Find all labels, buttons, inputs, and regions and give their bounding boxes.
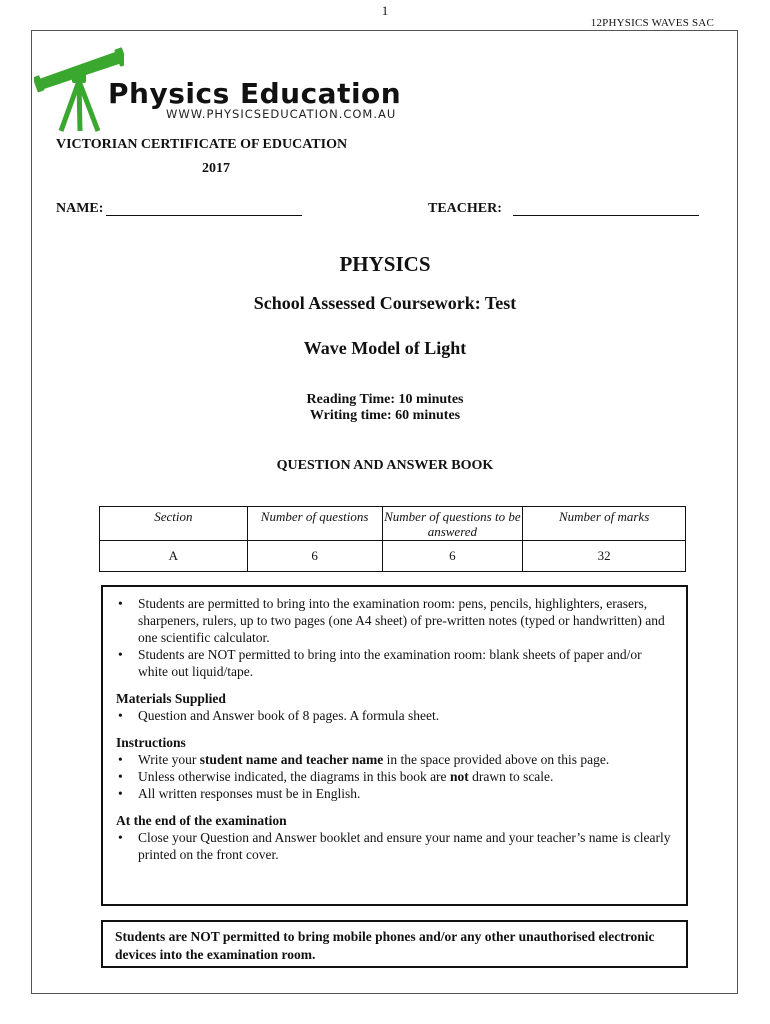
table-header-cell: Number of marks — [523, 507, 686, 541]
list-item — [116, 768, 672, 785]
list-item — [116, 751, 672, 768]
table-header-cell: Number of questions — [247, 507, 382, 541]
list-item-text: All written responses must be in English. — [138, 786, 361, 801]
subject-title: PHYSICS — [339, 252, 431, 276]
text-run: in the space provided above on this page. — [383, 752, 610, 767]
text-run: Unless otherwise indicated, the diagrams in this book are — [138, 769, 450, 784]
list-item — [116, 829, 672, 863]
bullet-icon: • — [118, 596, 123, 611]
table-row — [100, 541, 686, 572]
reading-time: Reading Time: 10 minutes — [306, 392, 464, 407]
name-label: NAME: — [56, 201, 104, 216]
table-cell: A — [100, 541, 248, 572]
bullet-icon: • — [118, 830, 123, 845]
table-header-cell: Section — [100, 507, 248, 541]
text-run: drawn to scale. — [468, 769, 554, 784]
text-bold: not — [449, 769, 469, 784]
permitted-list — [116, 595, 672, 680]
list-item — [116, 595, 672, 646]
topic-title: Wave Model of Light — [303, 338, 467, 358]
bullet-icon: • — [118, 752, 123, 767]
table-cell: 6 — [382, 541, 523, 572]
logo-url: WWW.PHYSICSEDUCATION.COM.AU — [166, 107, 397, 121]
book-title: QUESTION AND ANSWER BOOK — [276, 458, 494, 473]
table-cell: 32 — [523, 541, 686, 572]
end-list — [116, 829, 672, 863]
name-field[interactable] — [106, 215, 302, 216]
list-item — [116, 707, 672, 724]
bullet-icon: • — [118, 708, 123, 723]
page-number: 1 — [381, 3, 389, 18]
materials-heading: Materials Supplied — [116, 691, 226, 706]
teacher-label: TEACHER: — [428, 201, 502, 216]
list-item-text: Close your Question and Answer booklet and ensure your name and your teacher’s name is clearly printed on the front cover. — [138, 830, 671, 862]
bullet-icon: • — [118, 786, 123, 801]
list-item — [116, 646, 672, 680]
text-bold: student name and teacher name — [199, 752, 384, 767]
list-item-text: Question and Answer book of 8 pages. A formula sheet. — [138, 708, 440, 723]
header-code: 12PHYSICS WAVES SAC — [590, 17, 714, 29]
table-header-row — [100, 507, 686, 541]
list-item-text: Students are permitted to bring into the examination room: pens, pencils, highlighters, erasers, sharpeners, rulers, up to two pages (one A4 sheet) of pre-written notes (typed or handwritten) and one scientific calculator. — [138, 596, 665, 645]
warning-box: Students are NOT permitted to bring mobile phones and/or any other unauthorised electronic devices into the examination room. — [101, 920, 688, 968]
teacher-field[interactable] — [513, 215, 699, 216]
exam-year: 2017 — [202, 161, 230, 176]
structure-table — [99, 506, 686, 572]
rules-box — [101, 585, 688, 906]
list-item-text: Students are NOT permitted to bring into the examination room: blank sheets of paper and/or white out liquid/tape. — [138, 647, 642, 679]
materials-list — [116, 707, 672, 724]
table-header-cell: Number of questions to be answered — [382, 507, 523, 541]
bullet-icon: • — [118, 647, 123, 662]
instructions-list — [116, 751, 672, 802]
instructions-heading: Instructions — [116, 735, 186, 750]
bullet-icon: • — [118, 769, 123, 784]
text-run: Write your — [138, 752, 200, 767]
list-item — [116, 785, 672, 802]
logo-title: Physics Education — [108, 77, 402, 110]
end-heading: At the end of the examination — [116, 813, 287, 828]
assessment-title: School Assessed Coursework: Test — [253, 293, 517, 313]
writing-time: Writing time: 60 minutes — [309, 408, 461, 423]
table-cell: 6 — [247, 541, 382, 572]
certificate-title: VICTORIAN CERTIFICATE OF EDUCATION — [56, 137, 348, 152]
